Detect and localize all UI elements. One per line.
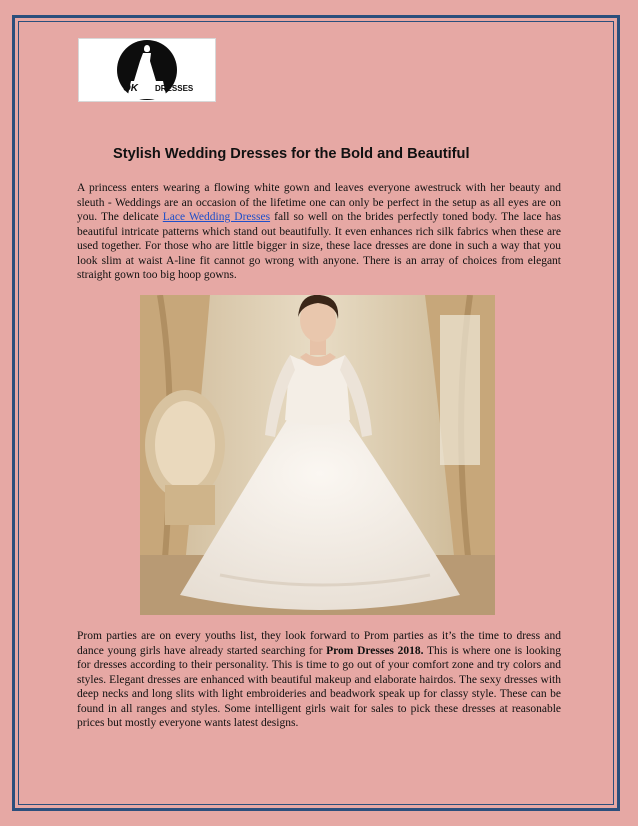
ok-dresses-logo	[78, 38, 216, 102]
paragraph-intro	[77, 181, 561, 283]
lace-wedding-dresses-link[interactable]: Lace Wedding Dresses	[162, 211, 271, 223]
paragraph-intro-text-start: A princess enters wearing a flowing white gown and leaves everyone awestruck with her beauty and sleuth - Weddings are an occasion of the lifetime one can only be perfect in the setup as all eyes are on you. The delicate	[77, 182, 561, 223]
paragraph-prom-text-start: Prom parties are on every youths list, they look forward to Prom parties as it’s the time to dress and dance young girls have already started searching for	[77, 630, 561, 657]
paragraph-intro-text-end: fall so well on the brides perfectly toned body. The lace has beautiful intricate patterns which stand out beautifully. It even enhances rich silk fabrics when these are used together. For those who are little bigger in size, these lace dresses are done in such a way that you look slim at waist A-line fit cannot go wrong with anyone. There is an array of choices from elegant straight gown too big hoop gowns.	[77, 211, 561, 281]
wedding-dress-photo	[140, 295, 495, 615]
page-title: Stylish Wedding Dresses for the Bold and Beautiful	[113, 146, 470, 162]
prom-dresses-2018-bold: Prom Dresses 2018.	[326, 644, 424, 657]
logo-text-ok: OK	[123, 83, 138, 94]
paragraph-prom	[77, 629, 561, 731]
paragraph-prom-text-end: This is where one is looking for dresses according to their personality. This is time to go out of your comfort zone and try colors and styles. Elegant dresses are enhanced with beautiful makeup and elaborate hairdos. The sexy dresses with deep necks and long slits with light embroideries and beadwork speak up for classy style. These can be found in all ranges and styles. Some intelligent girls wait for sales to pick these dresses at reasonable prices but mostly everyone wants latest designs.	[77, 644, 561, 729]
logo-text-dresses: DRESSES	[155, 84, 194, 93]
